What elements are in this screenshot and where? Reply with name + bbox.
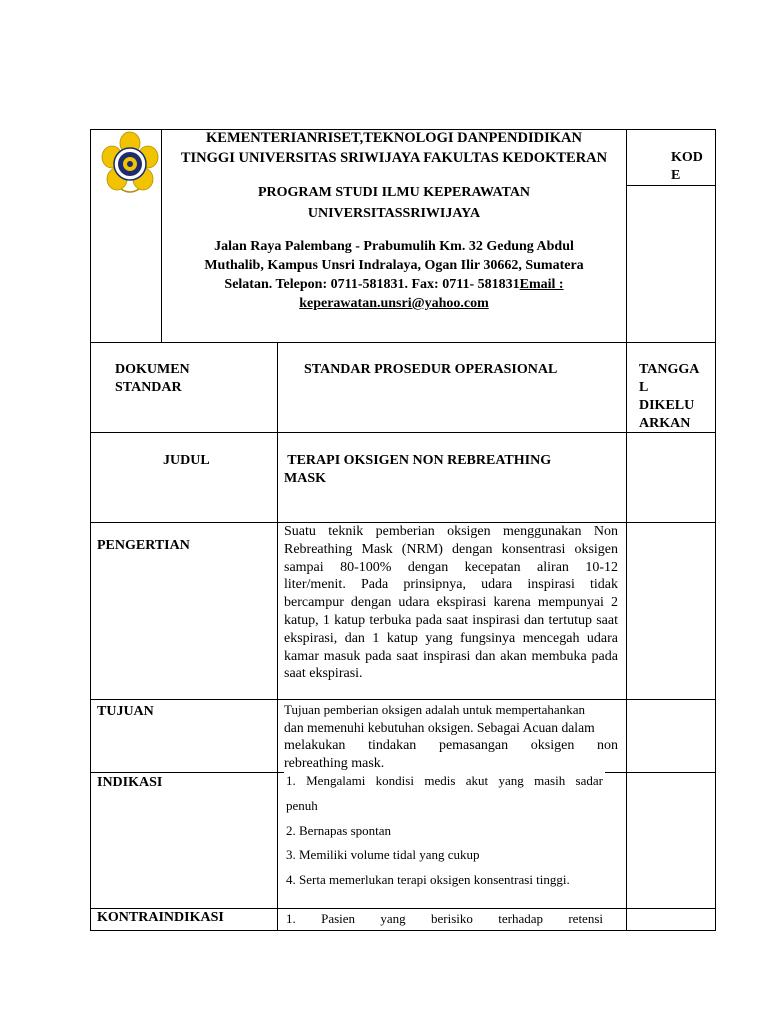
header-university-line: UNIVERSITASSRIWIJAYA bbox=[307, 206, 481, 221]
pengertian-text: Suatu teknik pemberian oksigen menggunakan Non Rebreathing Mask (NRM) dengan konsentrasi oksigen sampai 80-100% dengan kecepatan aliran 10-12 liter/menit. Pada prinsipnya, udara inspirasi tidak bercampur dengan udara ekspirasi karena mempunyai 2 katup, 1 katup terbuka pada saat inspirasi dan tertutup saat ekspirasi, dan 1 katup yang fungsinya mencegah udara kamar masuk pada saat inspirasi dan akan membuka pada saat ekspirasi. bbox=[284, 524, 618, 682]
row-divider-tujuan-left bbox=[90, 772, 284, 773]
judul-title-1: TERAPI OKSIGEN NON REBREATHING bbox=[284, 453, 552, 468]
header-address-line-2 bbox=[163, 257, 625, 275]
pengertian-label: PENGERTIAN bbox=[97, 538, 190, 553]
tanggal-label-2: L bbox=[639, 380, 649, 395]
indikasi-label: INDIKASI bbox=[97, 775, 163, 790]
header-program-line: PROGRAM STUDI ILMU KEPERAWATAN bbox=[257, 185, 531, 200]
table-border-left bbox=[90, 129, 91, 931]
indikasi-item-2: 2. Bernapas spontan bbox=[286, 823, 392, 838]
dokumen-label-2: STANDAR bbox=[115, 380, 182, 395]
table-border-bottom bbox=[90, 930, 716, 931]
dokumen-label-1: DOKUMEN bbox=[115, 362, 190, 377]
kode-label-1: KOD bbox=[671, 150, 703, 165]
right-column-divider bbox=[626, 129, 627, 931]
tujuan-line-1: Tujuan pemberian oksigen adalah untuk mempertahankan bbox=[284, 702, 585, 717]
sop-title: STANDAR PROSEDUR OPERASIONAL bbox=[304, 362, 558, 377]
row-divider-header bbox=[90, 342, 716, 343]
judul-title-2: MASK bbox=[284, 471, 326, 486]
tanggal-label-1: TANGGA bbox=[639, 362, 700, 377]
tanggal-label-4: ARKAN bbox=[639, 416, 691, 431]
header-faculty-line: TINGGI UNIVERSITAS SRIWIJAYA FAKULTAS KEDOKTERAN bbox=[180, 150, 608, 166]
judul-label: JUDUL bbox=[163, 453, 210, 468]
email-link[interactable]: keperawatan.unsri@yahoo.com bbox=[299, 296, 489, 311]
kontraindikasi-item-1: 1. Pasien yang berisiko terhadap retensi bbox=[286, 911, 603, 926]
tujuan-line-2: dan memenuhi kebutuhan oksigen. Sebagai Acuan dalam bbox=[284, 720, 595, 735]
indikasi-item-3: 3. Memiliki volume tidal yang cukup bbox=[286, 847, 480, 862]
kode-label-2: E bbox=[671, 168, 681, 183]
header-address-3a: Selatan. Telepon: 0711-581831. Fax: 0711- 581831 bbox=[224, 277, 520, 292]
header-ministry-line: KEMENTERIANRISET,TEKNOLOGI DANPENDIDIKAN bbox=[206, 130, 582, 146]
logo-column-divider bbox=[161, 129, 162, 343]
header-address-line-1: Jalan Raya Palembang - Prabumulih Km. 32 Gedung Abdul bbox=[214, 239, 574, 254]
header-address-2b: , Sumatera bbox=[518, 258, 584, 273]
indikasi-item-1-cont: penuh bbox=[286, 798, 318, 813]
kode-divider bbox=[626, 185, 716, 186]
tanggal-label-3: DIKELU bbox=[639, 398, 695, 413]
label-column-divider bbox=[277, 342, 278, 931]
row-divider-dokumen bbox=[90, 432, 716, 433]
row-divider-pengertian bbox=[90, 699, 716, 700]
tujuan-label: TUJUAN bbox=[97, 704, 154, 719]
email-label: Email : bbox=[519, 277, 564, 292]
indikasi-item-1: 1. Mengalami kondisi medis akut yang masih sadar bbox=[286, 773, 603, 788]
kontraindikasi-label: KONTRAINDIKASI bbox=[97, 910, 224, 925]
row-divider-tujuan-right bbox=[605, 772, 716, 773]
indikasi-item-4: 4. Serta memerlukan terapi oksigen konsentrasi tinggi. bbox=[286, 872, 570, 887]
table-border-right bbox=[715, 129, 716, 931]
university-logo-icon bbox=[101, 131, 159, 197]
tujuan-line-4: rebreathing mask. bbox=[284, 756, 385, 771]
tujuan-line-3: melakukan tindakan pemasangan oksigen non bbox=[284, 738, 618, 753]
header-address-line-3 bbox=[163, 276, 625, 294]
header-address-2a: Muthalib, Kampus Unsri Indralaya, Ogan Ilir 30662 bbox=[204, 258, 519, 273]
